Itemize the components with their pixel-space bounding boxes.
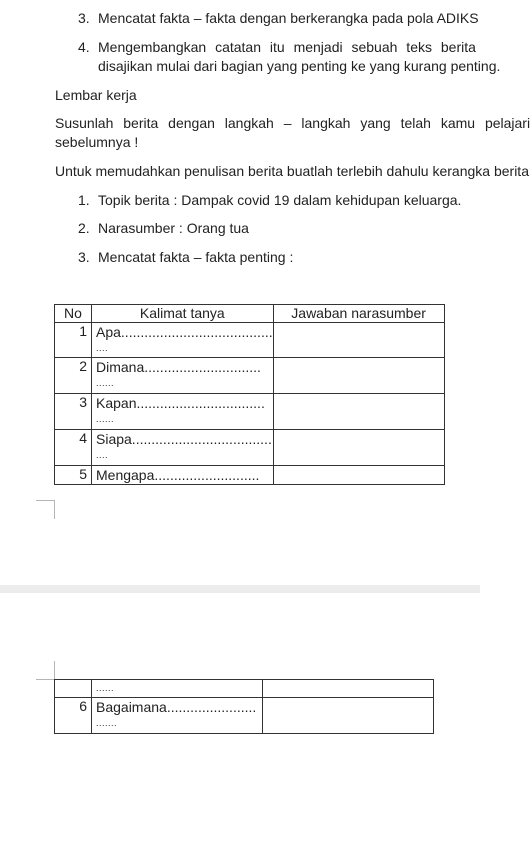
table-header-row	[55, 305, 445, 323]
question-text: Dimana..............................	[96, 359, 261, 375]
header-no: No	[55, 305, 92, 323]
task-3-num: 3.	[78, 249, 90, 265]
step-4-text: Mengembangkan catatan itu menjadi sebuah teks berita	[98, 39, 476, 55]
question-cell	[92, 466, 274, 485]
table-row	[55, 323, 445, 358]
question-cell	[92, 430, 274, 466]
header-question: Kalimat tanya	[92, 305, 274, 323]
intro-text: Untuk memudahkan penulisan berita buatlah terlebih dahulu kerangka berita	[55, 163, 529, 179]
page-gap	[0, 585, 480, 593]
step-3-num: 3.	[78, 10, 90, 26]
question-text: Bagaimana.......................	[96, 699, 257, 715]
step-4-num: 4.	[78, 39, 90, 55]
margin-corner-mark	[36, 679, 55, 680]
margin-corner-mark	[36, 500, 55, 501]
worksheet-title: Lembar kerja	[55, 87, 137, 103]
task-2-num: 2.	[78, 220, 90, 236]
row-number: 1	[55, 323, 92, 358]
table-row	[55, 698, 434, 734]
task-2-text: Narasumber : Orang tua	[98, 220, 249, 236]
step-3-text: Mencatat fakta – fakta dengan berkerangka pada pola ADIKS	[98, 10, 479, 26]
question-cell	[92, 394, 274, 430]
document-page-2	[0, 593, 480, 854]
table-row	[55, 466, 445, 485]
header-answer: Jawaban narasumber	[273, 305, 444, 323]
question-continuation: ......	[96, 683, 115, 693]
task-1-num: 1.	[78, 192, 90, 208]
question-continuation: ......	[96, 378, 115, 388]
answer-cell[interactable]	[273, 358, 444, 394]
table-row	[55, 430, 445, 466]
answer-cell[interactable]	[273, 466, 444, 485]
row-number: 6	[55, 698, 92, 734]
margin-corner-mark	[54, 500, 55, 519]
question-cell	[92, 358, 274, 394]
answer-cell[interactable]	[273, 430, 444, 466]
question-table-continued	[54, 679, 434, 734]
row-number: 2	[55, 358, 92, 394]
instruction-line-1: Susunlah berita dengan langkah – langkah yang telah kamu pelajari	[55, 115, 530, 131]
question-continuation: ......	[96, 414, 115, 424]
question-text: Kapan.................................	[96, 395, 265, 411]
task-1-text: Topik berita : Dampak covid 19 dalam kehidupan keluarga.	[98, 192, 462, 208]
row-number: 3	[55, 394, 92, 430]
margin-corner-mark	[54, 661, 55, 680]
row-number: 5	[55, 466, 92, 485]
question-continuation: .......	[96, 718, 118, 728]
question-text: Apa.......................................	[96, 324, 273, 340]
answer-cell[interactable]	[273, 323, 444, 358]
row-number: 4	[55, 430, 92, 466]
question-cell	[92, 698, 263, 734]
answer-cell[interactable]	[273, 394, 444, 430]
task-3-text: Mencatat fakta – fakta penting :	[98, 249, 294, 265]
row-number	[55, 680, 92, 698]
step-4-continuation: disajikan mulai dari bagian yang penting ke yang kurang penting.	[98, 58, 501, 74]
question-text: Mengapa...........................	[96, 467, 260, 483]
question-text: Siapa....................................	[96, 431, 272, 447]
answer-cell[interactable]	[263, 680, 434, 698]
instruction-line-2: sebelumnya !	[55, 134, 139, 150]
question-table	[54, 304, 445, 485]
table-row	[55, 358, 445, 394]
question-cell	[92, 323, 274, 358]
question-cell	[92, 680, 263, 698]
answer-cell[interactable]	[263, 698, 434, 734]
table-row	[55, 680, 434, 698]
table-row	[55, 394, 445, 430]
question-continuation: ....	[96, 343, 109, 353]
question-continuation: ....	[96, 450, 109, 460]
